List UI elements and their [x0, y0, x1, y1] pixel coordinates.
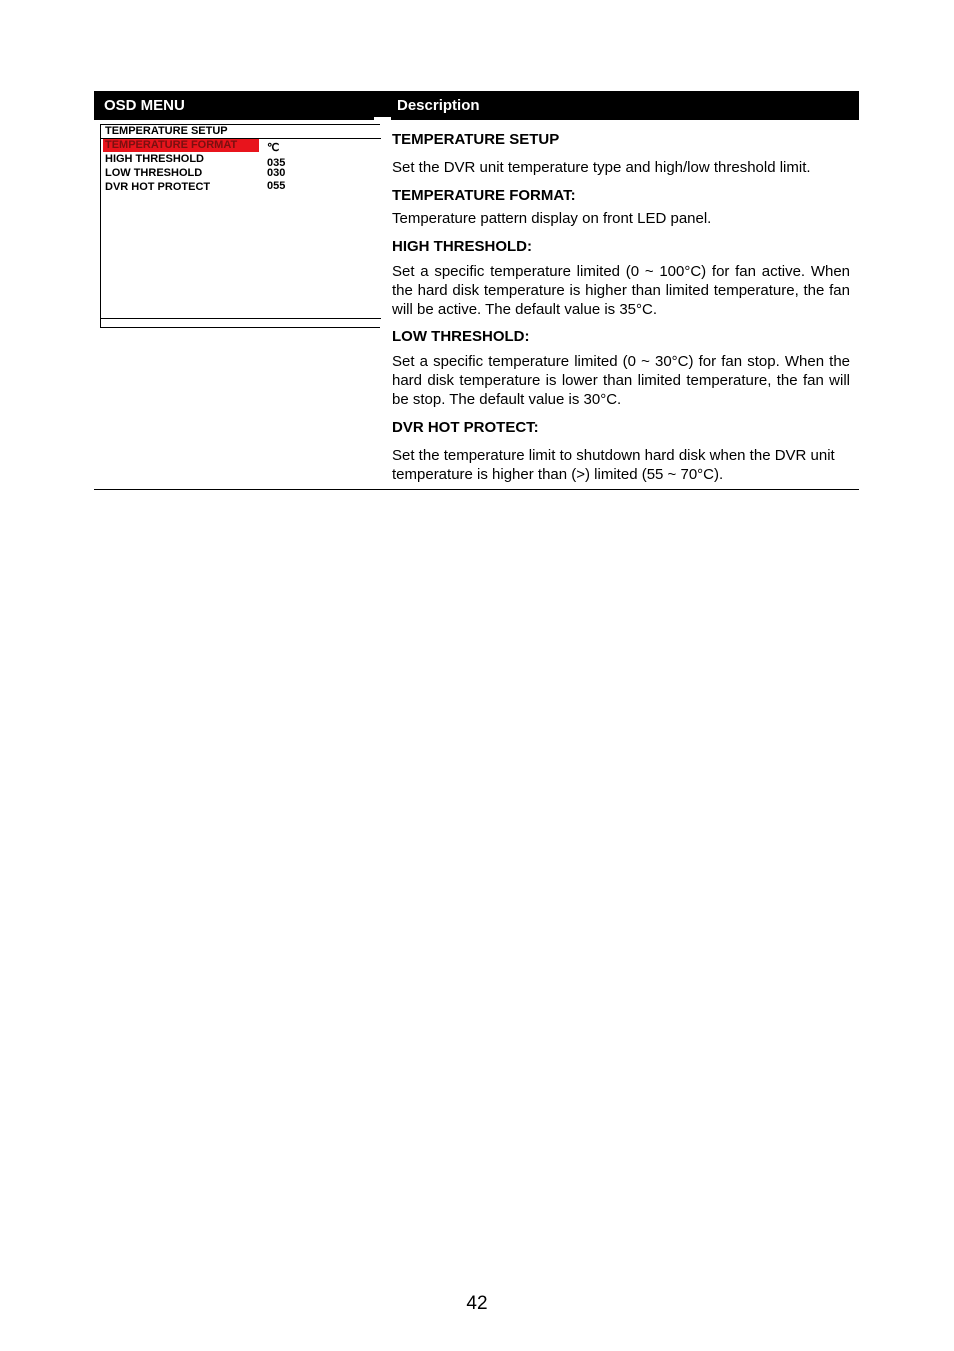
text-temperature-format: Temperature pattern display on front LED panel. — [392, 210, 712, 227]
osd-item-high-threshold[interactable]: HIGH THRESHOLD — [105, 153, 204, 165]
heading-temperature-setup: TEMPERATURE SETUP — [392, 131, 560, 148]
osd-value-high-threshold: 035 — [267, 157, 286, 169]
header-divider-gap — [374, 117, 391, 120]
text-dvr-hot-protect: Set the temperature limit to shutdown hard disk when the DVR unit temperature is higher than (>) limited (55 ~ 70°C). — [392, 447, 835, 483]
osd-item-low-threshold[interactable]: LOW THRESHOLD — [105, 167, 203, 179]
heading-temperature-format: TEMPERATURE FORMAT: — [392, 187, 576, 204]
table-header — [94, 91, 859, 120]
osd-item-dvr-hot-protect[interactable]: DVR HOT PROTECT — [105, 181, 211, 193]
osd-bottom-divider — [101, 318, 381, 319]
header-osd-menu: OSD MENU — [104, 97, 185, 114]
heading-low-threshold: LOW THRESHOLD: — [392, 328, 530, 345]
heading-dvr-hot-protect: DVR HOT PROTECT: — [392, 419, 539, 436]
text-low-threshold: Set a specific temperature limited (0 ~ 30°C) for fan stop. When the hard disk temperature is lower than limited temperature, the fan will be stop. The default value is 30°C. — [392, 353, 850, 408]
osd-item-temperature-format[interactable]: TEMPERATURE FORMAT — [103, 139, 259, 152]
osd-value-low-threshold: 030 — [267, 167, 286, 179]
osd-menu-screen — [100, 124, 380, 328]
page-number: 42 — [466, 1293, 488, 1314]
osd-value-dvr-hot-protect: 055 — [267, 180, 286, 192]
osd-value-temperature-format: ℃ — [267, 142, 280, 154]
text-high-threshold: Set a specific temperature limited (0 ~ 100°C) for fan active. When the hard disk temperature is higher than limited temperature, the fan will be active. The default value is 35°C. — [392, 263, 850, 318]
heading-high-threshold: HIGH THRESHOLD: — [392, 238, 532, 255]
table-bottom-rule — [94, 489, 859, 490]
osd-title: TEMPERATURE SETUP — [105, 125, 228, 137]
header-description: Description — [397, 97, 480, 114]
text-temperature-setup: Set the DVR unit temperature type and high/low threshold limit. — [392, 159, 811, 176]
